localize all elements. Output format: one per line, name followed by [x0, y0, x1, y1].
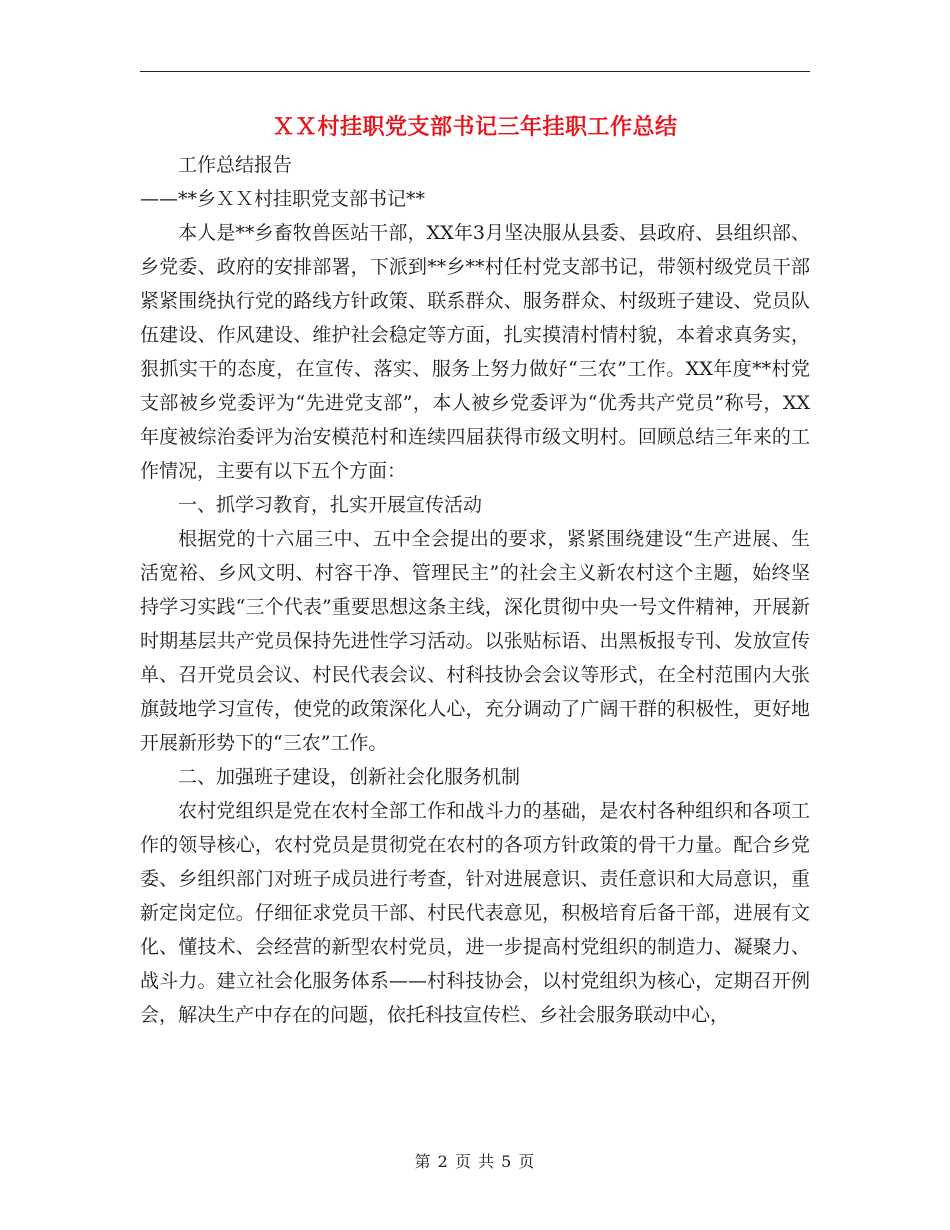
body-paragraph: 根据党的十六届三中、五中全会提出的要求，紧紧围绕建设“生产进展、生活宽裕、乡风文明、村容干净、管理民主”的社会主义新农村这个主题，始终坚持学习实践“三个代表”重要思想这条主线，深化贯彻中央一号文件精神，开展新时期基层共产党员保持先进性学习活动。以张贴标语、出黑板报专刊、发放宣传单、召开党员会议、村民代表会议、村科技协会会议等形式，在全村范围内大张旗鼓地学习宣传，使党的政策深化人心，充分调动了广阔干群的积极性，更好地开展新形势下的“三农”工作。 — [140, 528, 810, 754]
document-body — [140, 148, 810, 1032]
page-number: 第 2 页 共 5 页 — [414, 1152, 536, 1171]
report-subtitle: ——**乡ＸＸ村挂职党支部书记** — [140, 188, 426, 210]
body-paragraph: 本人是**乡畜牧兽医站干部，XX年3月坚决服从县委、县政府、县组织部、乡党委、政府的安排部署，下派到**乡**村任村党支部书记，带领村级党员干部紧紧围绕执行党的路线方针政策、联系群众、服务群众、村级班子建设、党员队伍建设、作风建设、维护社会稳定等方面，扎实摸清村情村貌，本着求真务实，狠抓实干的态度，在宣传、落实、服务上努力做好“三农”工作。XX年度**村党支部被乡党委评为“先进党支部”，本人被乡党委评为“优秀共产党员”称号，XX年度被综治委评为治安模范村和连续四届获得市级文明村。回顾总结三年来的工作情况，主要有以下五个方面： — [140, 222, 810, 482]
section-heading: 二、加强班子建设，创新社会化服务机制 — [178, 766, 521, 788]
header-rule — [140, 71, 810, 72]
body-paragraph: 农村党组织是党在农村全部工作和战斗力的基础，是农村各种组织和各项工作的领导核心，农村党员是贯彻党在农村的各项方针政策的骨干力量。配合乡党委、乡组织部门对班子成员进行考查，针对进展意识、责任意识和大局意识，重新定岗定位。仔细征求党员干部、村民代表意见，积极培育后备干部，进展有文化、懂技术、会经营的新型农村党员，进一步提高村党组织的制造力、凝聚力、战斗力。建立社会化服务体系——村科技协会，以村党组织为核心，定期召开例会，解决生产中存在的问题，依托科技宣传栏、乡社会服务联动中心， — [140, 800, 810, 1026]
section-heading: 一、抓学习教育，扎实开展宣传活动 — [178, 494, 483, 516]
report-label: 工作总结报告 — [178, 154, 293, 176]
document-title: ＸＸ村挂职党支部书记三年挂职工作总结 — [272, 114, 678, 140]
